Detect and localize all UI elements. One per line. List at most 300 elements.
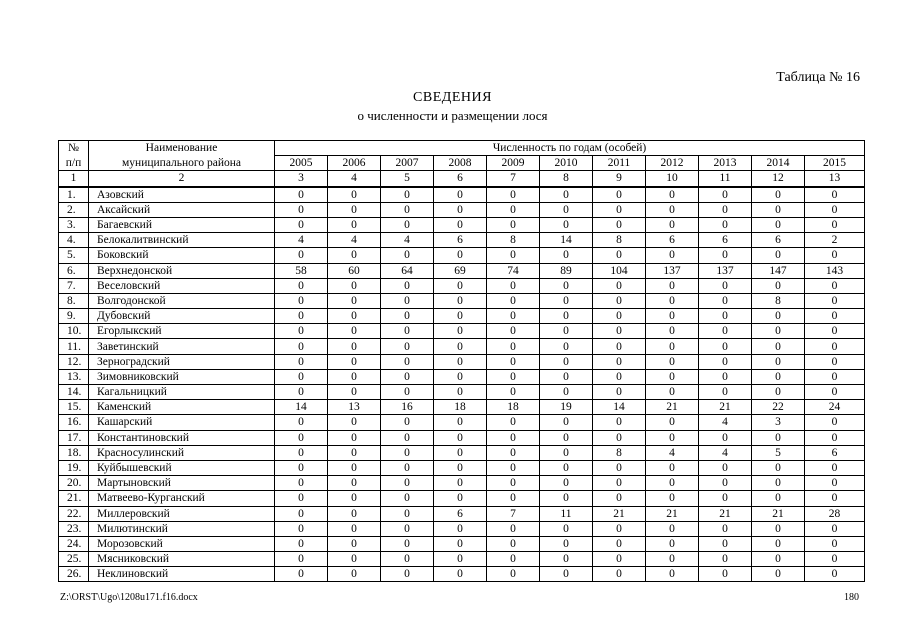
population-value: 0 <box>381 278 434 293</box>
district-name: Каменский <box>89 400 275 415</box>
population-value: 0 <box>699 521 752 536</box>
row-number: 25. <box>59 552 89 567</box>
population-value: 0 <box>699 248 752 263</box>
district-name: Миллеровский <box>89 506 275 521</box>
population-value: 0 <box>646 217 699 232</box>
population-value: 0 <box>381 567 434 582</box>
population-value: 0 <box>381 217 434 232</box>
header-number-line2: п/п <box>59 156 89 171</box>
population-value: 0 <box>752 476 805 491</box>
row-number: 13. <box>59 369 89 384</box>
population-value: 0 <box>275 369 328 384</box>
population-value: 0 <box>646 187 699 203</box>
population-value: 0 <box>646 354 699 369</box>
population-value: 0 <box>646 460 699 475</box>
table-row <box>59 476 865 491</box>
table-row <box>59 354 865 369</box>
row-number: 18. <box>59 445 89 460</box>
header-year: 2009 <box>487 156 540 171</box>
population-value: 0 <box>805 552 865 567</box>
population-value: 0 <box>275 309 328 324</box>
population-value: 0 <box>381 293 434 308</box>
population-value: 0 <box>805 430 865 445</box>
population-value: 0 <box>275 430 328 445</box>
row-number: 6. <box>59 263 89 278</box>
population-value: 0 <box>487 521 540 536</box>
population-value: 0 <box>275 248 328 263</box>
district-name: Милютинский <box>89 521 275 536</box>
population-value: 0 <box>328 293 381 308</box>
population-value: 0 <box>805 248 865 263</box>
population-value: 0 <box>434 202 487 217</box>
district-name: Матвеево-Курганский <box>89 491 275 506</box>
population-value: 0 <box>540 491 593 506</box>
population-value: 14 <box>275 400 328 415</box>
column-index-cell: 11 <box>699 171 752 187</box>
population-value: 0 <box>381 430 434 445</box>
row-number: 26. <box>59 567 89 582</box>
header-year: 2007 <box>381 156 434 171</box>
population-value: 0 <box>805 521 865 536</box>
population-value: 0 <box>434 248 487 263</box>
population-value: 0 <box>593 187 646 203</box>
population-value: 0 <box>487 202 540 217</box>
district-name: Багаевский <box>89 217 275 232</box>
population-value: 21 <box>699 400 752 415</box>
population-value: 0 <box>434 430 487 445</box>
population-value: 4 <box>699 445 752 460</box>
population-value: 0 <box>593 521 646 536</box>
row-number: 15. <box>59 400 89 415</box>
header-year: 2008 <box>434 156 487 171</box>
population-value: 0 <box>328 460 381 475</box>
population-value: 0 <box>593 309 646 324</box>
population-value: 0 <box>381 460 434 475</box>
column-index-row <box>59 171 865 187</box>
population-value: 4 <box>381 233 434 248</box>
population-value: 0 <box>805 567 865 582</box>
population-value: 0 <box>646 567 699 582</box>
district-name: Кагальницкий <box>89 385 275 400</box>
population-value: 0 <box>593 278 646 293</box>
population-value: 0 <box>805 536 865 551</box>
population-value: 6 <box>805 445 865 460</box>
population-value: 0 <box>593 385 646 400</box>
header-year: 2014 <box>752 156 805 171</box>
population-value: 6 <box>646 233 699 248</box>
population-value: 0 <box>699 567 752 582</box>
population-value: 0 <box>540 339 593 354</box>
population-value: 0 <box>752 339 805 354</box>
population-value: 0 <box>487 552 540 567</box>
column-index-cell: 7 <box>487 171 540 187</box>
population-value: 0 <box>434 187 487 203</box>
population-value: 0 <box>540 309 593 324</box>
population-value: 0 <box>752 567 805 582</box>
population-value: 0 <box>540 293 593 308</box>
population-value: 0 <box>646 369 699 384</box>
population-value: 0 <box>381 506 434 521</box>
table-row <box>59 293 865 308</box>
population-value: 0 <box>540 521 593 536</box>
population-value: 0 <box>381 476 434 491</box>
population-value: 0 <box>275 293 328 308</box>
table-row <box>59 339 865 354</box>
population-value: 0 <box>275 521 328 536</box>
population-value: 0 <box>434 369 487 384</box>
population-value: 0 <box>434 324 487 339</box>
population-value: 0 <box>540 385 593 400</box>
population-value: 0 <box>275 567 328 582</box>
population-value: 8 <box>593 233 646 248</box>
population-value: 0 <box>805 460 865 475</box>
document-title: СВЕДЕНИЯ <box>413 90 492 105</box>
row-number: 23. <box>59 521 89 536</box>
population-value: 8 <box>752 293 805 308</box>
column-index-cell: 5 <box>381 171 434 187</box>
population-value: 0 <box>540 369 593 384</box>
population-value: 6 <box>752 233 805 248</box>
column-index-cell: 9 <box>593 171 646 187</box>
population-value: 0 <box>646 309 699 324</box>
document-subtitle: о численности и размещении лося <box>357 108 548 123</box>
population-value: 69 <box>434 263 487 278</box>
row-number: 9. <box>59 309 89 324</box>
population-value: 0 <box>646 385 699 400</box>
population-value: 0 <box>752 460 805 475</box>
district-name: Мартыновский <box>89 476 275 491</box>
population-value: 3 <box>752 415 805 430</box>
population-value: 0 <box>275 460 328 475</box>
population-value: 0 <box>593 460 646 475</box>
header-year: 2006 <box>328 156 381 171</box>
population-value: 0 <box>487 354 540 369</box>
district-name: Кашарский <box>89 415 275 430</box>
population-value: 0 <box>487 460 540 475</box>
population-value: 0 <box>328 354 381 369</box>
population-value: 22 <box>752 400 805 415</box>
population-value: 0 <box>699 491 752 506</box>
population-value: 0 <box>275 324 328 339</box>
population-value: 0 <box>381 187 434 203</box>
table-row <box>59 324 865 339</box>
column-index-cell: 13 <box>805 171 865 187</box>
column-index-cell: 10 <box>646 171 699 187</box>
header-year: 2011 <box>593 156 646 171</box>
population-value: 0 <box>434 491 487 506</box>
population-value: 0 <box>275 536 328 551</box>
population-value: 0 <box>805 293 865 308</box>
population-value: 0 <box>805 217 865 232</box>
population-value: 58 <box>275 263 328 278</box>
population-value: 0 <box>540 248 593 263</box>
population-value: 0 <box>646 521 699 536</box>
district-name: Неклиновский <box>89 567 275 582</box>
row-number: 10. <box>59 324 89 339</box>
population-value: 0 <box>646 415 699 430</box>
population-value: 0 <box>752 369 805 384</box>
population-value: 0 <box>381 309 434 324</box>
table-body <box>59 171 865 582</box>
population-value: 0 <box>699 278 752 293</box>
population-value: 11 <box>540 506 593 521</box>
population-value: 0 <box>381 354 434 369</box>
table-row <box>59 278 865 293</box>
population-value: 0 <box>540 460 593 475</box>
population-value: 0 <box>540 552 593 567</box>
population-value: 0 <box>699 552 752 567</box>
table-row <box>59 491 865 506</box>
population-value: 0 <box>434 521 487 536</box>
population-value: 0 <box>434 309 487 324</box>
moose-population-table <box>58 140 865 582</box>
district-name: Дубовский <box>89 309 275 324</box>
population-value: 0 <box>593 354 646 369</box>
population-value: 0 <box>328 567 381 582</box>
population-value: 0 <box>434 476 487 491</box>
population-value: 14 <box>540 233 593 248</box>
district-name: Азовский <box>89 187 275 203</box>
population-value: 21 <box>646 400 699 415</box>
population-value: 0 <box>593 430 646 445</box>
population-value: 21 <box>699 506 752 521</box>
population-value: 0 <box>434 217 487 232</box>
population-value: 0 <box>275 339 328 354</box>
population-value: 21 <box>646 506 699 521</box>
population-value: 6 <box>434 506 487 521</box>
population-value: 0 <box>487 415 540 430</box>
page-number: 180 <box>844 592 859 603</box>
population-value: 0 <box>646 339 699 354</box>
population-value: 0 <box>487 491 540 506</box>
population-value: 0 <box>752 278 805 293</box>
population-value: 0 <box>699 339 752 354</box>
population-value: 7 <box>487 506 540 521</box>
population-value: 0 <box>328 415 381 430</box>
population-value: 0 <box>381 324 434 339</box>
population-value: 14 <box>593 400 646 415</box>
population-value: 0 <box>805 491 865 506</box>
population-value: 0 <box>752 385 805 400</box>
population-value: 4 <box>328 233 381 248</box>
row-number: 4. <box>59 233 89 248</box>
population-value: 0 <box>699 187 752 203</box>
population-value: 0 <box>752 187 805 203</box>
population-value: 13 <box>328 400 381 415</box>
population-value: 0 <box>275 385 328 400</box>
table-row <box>59 415 865 430</box>
population-value: 0 <box>540 354 593 369</box>
population-value: 0 <box>381 521 434 536</box>
column-index-cell: 1 <box>59 171 89 187</box>
population-value: 0 <box>434 385 487 400</box>
district-name: Красносулинский <box>89 445 275 460</box>
population-value: 0 <box>540 187 593 203</box>
population-value: 0 <box>275 415 328 430</box>
population-value: 147 <box>752 263 805 278</box>
row-number: 5. <box>59 248 89 263</box>
column-index-cell: 6 <box>434 171 487 187</box>
district-name: Морозовский <box>89 536 275 551</box>
population-value: 0 <box>434 339 487 354</box>
population-value: 0 <box>381 369 434 384</box>
table-row <box>59 385 865 400</box>
population-value: 0 <box>487 324 540 339</box>
population-value: 137 <box>646 263 699 278</box>
population-value: 0 <box>699 293 752 308</box>
population-value: 0 <box>487 476 540 491</box>
population-value: 64 <box>381 263 434 278</box>
population-value: 0 <box>805 339 865 354</box>
header-year: 2015 <box>805 156 865 171</box>
population-value: 0 <box>752 217 805 232</box>
population-value: 0 <box>487 369 540 384</box>
district-name: Волгодонской <box>89 293 275 308</box>
table-row <box>59 263 865 278</box>
district-name: Егорлыкский <box>89 324 275 339</box>
population-value: 0 <box>275 506 328 521</box>
population-value: 0 <box>752 552 805 567</box>
population-value: 0 <box>593 415 646 430</box>
population-value: 0 <box>805 187 865 203</box>
row-number: 3. <box>59 217 89 232</box>
population-value: 0 <box>381 385 434 400</box>
population-value: 0 <box>328 369 381 384</box>
population-value: 0 <box>699 217 752 232</box>
population-value: 0 <box>275 278 328 293</box>
population-value: 0 <box>752 536 805 551</box>
population-value: 0 <box>381 339 434 354</box>
population-value: 0 <box>646 536 699 551</box>
header-name-line1: Наименование <box>89 141 275 156</box>
population-value: 0 <box>487 293 540 308</box>
population-value: 0 <box>434 536 487 551</box>
population-value: 0 <box>540 278 593 293</box>
population-value: 8 <box>593 445 646 460</box>
population-value: 0 <box>381 445 434 460</box>
population-value: 6 <box>699 233 752 248</box>
population-value: 0 <box>328 248 381 263</box>
population-value: 0 <box>540 217 593 232</box>
population-value: 0 <box>487 309 540 324</box>
population-value: 0 <box>328 278 381 293</box>
population-value: 0 <box>646 324 699 339</box>
row-number: 1. <box>59 187 89 203</box>
population-value: 0 <box>646 202 699 217</box>
population-value: 2 <box>805 233 865 248</box>
population-value: 0 <box>328 202 381 217</box>
population-value: 0 <box>275 187 328 203</box>
row-number: 19. <box>59 460 89 475</box>
population-value: 0 <box>593 202 646 217</box>
population-value: 0 <box>593 491 646 506</box>
population-value: 0 <box>381 248 434 263</box>
population-value: 0 <box>752 202 805 217</box>
population-value: 5 <box>752 445 805 460</box>
header-number-line1: № <box>59 141 89 156</box>
population-value: 0 <box>381 415 434 430</box>
population-value: 0 <box>752 491 805 506</box>
district-name: Белокалитвинский <box>89 233 275 248</box>
population-value: 0 <box>752 521 805 536</box>
district-name: Веселовский <box>89 278 275 293</box>
population-value: 0 <box>699 354 752 369</box>
population-value: 0 <box>275 476 328 491</box>
population-value: 0 <box>540 536 593 551</box>
district-name: Боковский <box>89 248 275 263</box>
table-row <box>59 445 865 460</box>
population-value: 0 <box>646 293 699 308</box>
population-value: 0 <box>328 217 381 232</box>
population-value: 0 <box>540 476 593 491</box>
population-value: 0 <box>593 476 646 491</box>
column-index-cell: 2 <box>89 171 275 187</box>
table-row <box>59 369 865 384</box>
table-number: Таблица № 16 <box>776 70 860 85</box>
table-row <box>59 217 865 232</box>
population-value: 0 <box>487 385 540 400</box>
population-value: 0 <box>275 217 328 232</box>
population-value: 0 <box>328 339 381 354</box>
population-value: 28 <box>805 506 865 521</box>
population-value: 0 <box>328 445 381 460</box>
population-value: 24 <box>805 400 865 415</box>
population-value: 0 <box>752 324 805 339</box>
population-value: 0 <box>487 248 540 263</box>
column-index-cell: 3 <box>275 171 328 187</box>
population-value: 0 <box>540 430 593 445</box>
district-name: Зерноградский <box>89 354 275 369</box>
population-value: 0 <box>752 354 805 369</box>
population-value: 0 <box>593 369 646 384</box>
header-population-group: Численность по годам (особей) <box>275 141 865 156</box>
row-number: 12. <box>59 354 89 369</box>
population-value: 0 <box>328 491 381 506</box>
population-value: 0 <box>593 324 646 339</box>
population-value: 0 <box>487 278 540 293</box>
population-value: 0 <box>752 309 805 324</box>
district-name: Константиновский <box>89 430 275 445</box>
row-number: 17. <box>59 430 89 445</box>
district-name: Куйбышевский <box>89 460 275 475</box>
population-value: 18 <box>434 400 487 415</box>
table-row <box>59 506 865 521</box>
population-value: 0 <box>699 309 752 324</box>
table-row <box>59 460 865 475</box>
population-value: 143 <box>805 263 865 278</box>
row-number: 21. <box>59 491 89 506</box>
row-number: 24. <box>59 536 89 551</box>
population-value: 0 <box>487 567 540 582</box>
header-year: 2010 <box>540 156 593 171</box>
population-value: 0 <box>540 445 593 460</box>
population-value: 0 <box>593 248 646 263</box>
population-value: 0 <box>699 202 752 217</box>
population-value: 16 <box>381 400 434 415</box>
population-value: 0 <box>434 293 487 308</box>
population-value: 0 <box>646 430 699 445</box>
population-value: 0 <box>699 476 752 491</box>
population-value: 0 <box>540 415 593 430</box>
population-value: 0 <box>275 354 328 369</box>
population-value: 0 <box>275 491 328 506</box>
table-row <box>59 536 865 551</box>
population-value: 0 <box>275 552 328 567</box>
district-name: Заветинский <box>89 339 275 354</box>
population-value: 0 <box>540 202 593 217</box>
population-value: 0 <box>646 491 699 506</box>
population-value: 0 <box>434 415 487 430</box>
